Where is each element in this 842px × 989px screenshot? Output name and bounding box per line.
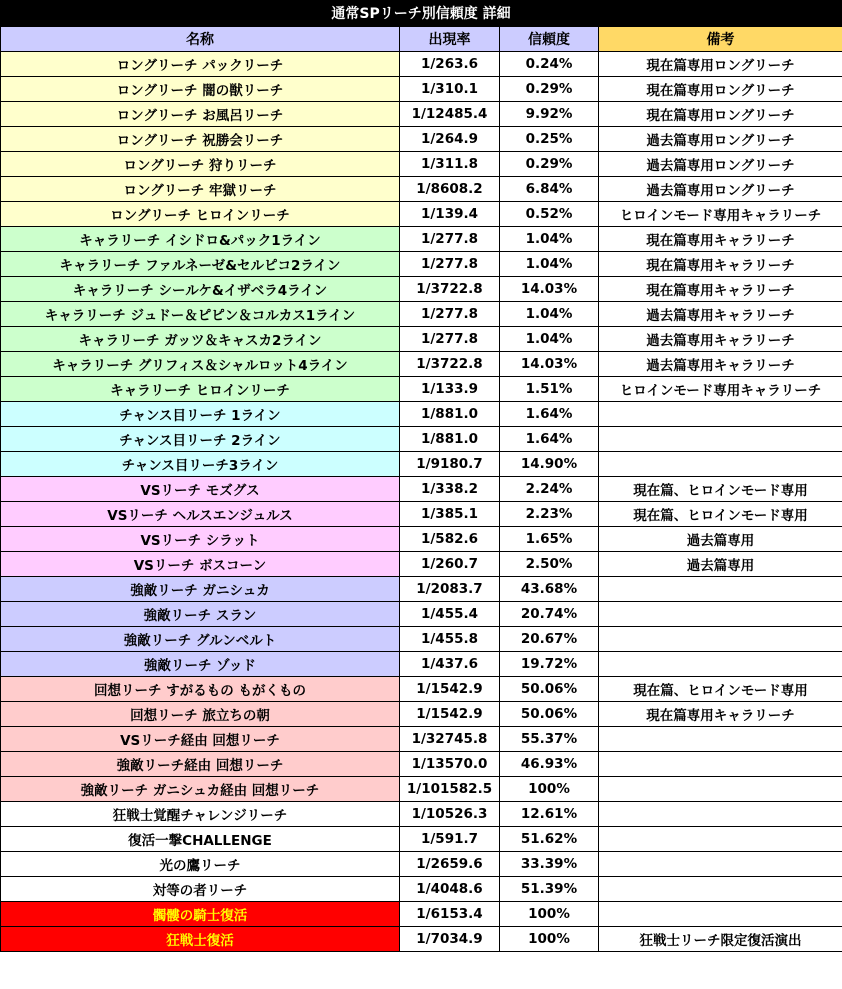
row-note: 過去篇専用ロングリーチ bbox=[599, 152, 842, 177]
row-rate: 1/385.1 bbox=[400, 502, 500, 527]
row-trust: 0.25% bbox=[500, 127, 599, 152]
table-row bbox=[1, 902, 842, 927]
row-trust: 1.65% bbox=[500, 527, 599, 552]
table-row bbox=[1, 627, 842, 652]
row-rate: 1/310.1 bbox=[400, 77, 500, 102]
row-name: キャラリーチ ガッツ＆キャスカ2ライン bbox=[1, 327, 400, 352]
reliability-table bbox=[0, 26, 842, 952]
row-rate: 1/32745.8 bbox=[400, 727, 500, 752]
row-name: 強敵リーチ ガニシュカ経由 回想リーチ bbox=[1, 777, 400, 802]
sheet-title: 通常SPリーチ別信頼度 詳細 bbox=[0, 0, 842, 26]
row-name: キャラリーチ グリフィス＆シャルロット4ライン bbox=[1, 352, 400, 377]
header-name: 名称 bbox=[1, 27, 400, 52]
row-name: 強敵リーチ スラン bbox=[1, 602, 400, 627]
table-row bbox=[1, 277, 842, 302]
row-rate: 1/455.8 bbox=[400, 627, 500, 652]
row-rate: 1/6153.4 bbox=[400, 902, 500, 927]
row-trust: 1.04% bbox=[500, 327, 599, 352]
table-row bbox=[1, 852, 842, 877]
header-trust: 信頼度 bbox=[500, 27, 599, 52]
table-row bbox=[1, 177, 842, 202]
row-trust: 19.72% bbox=[500, 652, 599, 677]
row-rate: 1/7034.9 bbox=[400, 927, 500, 952]
row-note: 過去篇専用キャラリーチ bbox=[599, 327, 842, 352]
row-rate: 1/2083.7 bbox=[400, 577, 500, 602]
row-note bbox=[599, 627, 842, 652]
row-trust: 0.24% bbox=[500, 52, 599, 77]
row-trust: 20.74% bbox=[500, 602, 599, 627]
row-trust: 50.06% bbox=[500, 677, 599, 702]
row-trust: 1.51% bbox=[500, 377, 599, 402]
row-rate: 1/455.4 bbox=[400, 602, 500, 627]
row-name: キャラリーチ ヒロインリーチ bbox=[1, 377, 400, 402]
row-note bbox=[599, 427, 842, 452]
row-note: 現在篇専用キャラリーチ bbox=[599, 227, 842, 252]
row-note bbox=[599, 602, 842, 627]
row-rate: 1/3722.8 bbox=[400, 352, 500, 377]
table-row bbox=[1, 302, 842, 327]
row-trust: 100% bbox=[500, 777, 599, 802]
row-trust: 20.67% bbox=[500, 627, 599, 652]
row-trust: 1.64% bbox=[500, 402, 599, 427]
row-name: キャラリーチ ファルネーゼ&セルピコ2ライン bbox=[1, 252, 400, 277]
row-note bbox=[599, 652, 842, 677]
table-row bbox=[1, 702, 842, 727]
table-row bbox=[1, 377, 842, 402]
row-trust: 0.29% bbox=[500, 77, 599, 102]
row-trust: 2.50% bbox=[500, 552, 599, 577]
row-rate: 1/139.4 bbox=[400, 202, 500, 227]
row-note bbox=[599, 902, 842, 927]
row-name: チャンス目リーチ 1ライン bbox=[1, 402, 400, 427]
row-rate: 1/311.8 bbox=[400, 152, 500, 177]
row-name: ロングリーチ 闇の獣リーチ bbox=[1, 77, 400, 102]
row-name: チャンス目リーチ3ライン bbox=[1, 452, 400, 477]
row-note bbox=[599, 727, 842, 752]
header-rate: 出現率 bbox=[400, 27, 500, 52]
row-rate: 1/260.7 bbox=[400, 552, 500, 577]
row-trust: 100% bbox=[500, 902, 599, 927]
row-note bbox=[599, 802, 842, 827]
row-name: VSリーチ経由 回想リーチ bbox=[1, 727, 400, 752]
row-trust: 0.52% bbox=[500, 202, 599, 227]
row-rate: 1/277.8 bbox=[400, 302, 500, 327]
row-rate: 1/277.8 bbox=[400, 327, 500, 352]
row-note: 過去篇専用 bbox=[599, 552, 842, 577]
row-name: チャンス目リーチ 2ライン bbox=[1, 427, 400, 452]
row-trust: 14.03% bbox=[500, 352, 599, 377]
row-rate: 1/582.6 bbox=[400, 527, 500, 552]
table-row bbox=[1, 677, 842, 702]
row-name: 強敵リーチ ゾッド bbox=[1, 652, 400, 677]
row-rate: 1/881.0 bbox=[400, 402, 500, 427]
row-name: 対等の者リーチ bbox=[1, 877, 400, 902]
table-row bbox=[1, 502, 842, 527]
row-trust: 0.29% bbox=[500, 152, 599, 177]
table-body bbox=[1, 52, 842, 952]
row-trust: 55.37% bbox=[500, 727, 599, 752]
row-rate: 1/264.9 bbox=[400, 127, 500, 152]
row-trust: 12.61% bbox=[500, 802, 599, 827]
table-row bbox=[1, 877, 842, 902]
row-rate: 1/101582.5 bbox=[400, 777, 500, 802]
row-note bbox=[599, 852, 842, 877]
table-row bbox=[1, 352, 842, 377]
row-note bbox=[599, 402, 842, 427]
row-name: 髑髏の騎士復活 bbox=[1, 902, 400, 927]
row-trust: 43.68% bbox=[500, 577, 599, 602]
table-row bbox=[1, 127, 842, 152]
row-name: 光の鷹リーチ bbox=[1, 852, 400, 877]
row-name: 強敵リーチ経由 回想リーチ bbox=[1, 752, 400, 777]
header-row bbox=[1, 27, 842, 52]
row-rate: 1/10526.3 bbox=[400, 802, 500, 827]
row-note: 過去篇専用キャラリーチ bbox=[599, 302, 842, 327]
table-row bbox=[1, 927, 842, 952]
row-name: ロングリーチ パックリーチ bbox=[1, 52, 400, 77]
row-note: 現在篇専用ロングリーチ bbox=[599, 102, 842, 127]
row-note: 狂戦士リーチ限定復活演出 bbox=[599, 927, 842, 952]
table-row bbox=[1, 727, 842, 752]
row-name: ロングリーチ 狩りリーチ bbox=[1, 152, 400, 177]
row-note: 現在篇、ヒロインモード専用 bbox=[599, 477, 842, 502]
table-row bbox=[1, 402, 842, 427]
row-name: 狂戦士復活 bbox=[1, 927, 400, 952]
table-row bbox=[1, 477, 842, 502]
row-rate: 1/9180.7 bbox=[400, 452, 500, 477]
row-note: 現在篇、ヒロインモード専用 bbox=[599, 677, 842, 702]
row-note bbox=[599, 752, 842, 777]
table-row bbox=[1, 652, 842, 677]
row-note bbox=[599, 827, 842, 852]
row-rate: 1/13570.0 bbox=[400, 752, 500, 777]
row-trust: 2.24% bbox=[500, 477, 599, 502]
row-rate: 1/881.0 bbox=[400, 427, 500, 452]
row-name: 回想リーチ すがるもの もがくもの bbox=[1, 677, 400, 702]
row-name: VSリーチ ヘルスエンジュルス bbox=[1, 502, 400, 527]
table-row bbox=[1, 152, 842, 177]
row-rate: 1/437.6 bbox=[400, 652, 500, 677]
table-row bbox=[1, 602, 842, 627]
row-trust: 1.64% bbox=[500, 427, 599, 452]
row-note: 現在篇専用ロングリーチ bbox=[599, 77, 842, 102]
row-note: 現在篇専用ロングリーチ bbox=[599, 52, 842, 77]
row-name: ロングリーチ 祝勝会リーチ bbox=[1, 127, 400, 152]
row-trust: 100% bbox=[500, 927, 599, 952]
row-trust: 33.39% bbox=[500, 852, 599, 877]
table-row bbox=[1, 452, 842, 477]
table-row bbox=[1, 552, 842, 577]
row-name: ロングリーチ 牢獄リーチ bbox=[1, 177, 400, 202]
row-trust: 14.03% bbox=[500, 277, 599, 302]
row-trust: 51.39% bbox=[500, 877, 599, 902]
row-rate: 1/8608.2 bbox=[400, 177, 500, 202]
row-rate: 1/1542.9 bbox=[400, 677, 500, 702]
row-trust: 1.04% bbox=[500, 252, 599, 277]
table-row bbox=[1, 202, 842, 227]
row-note: ヒロインモード専用キャラリーチ bbox=[599, 202, 842, 227]
row-name: VSリーチ シラット bbox=[1, 527, 400, 552]
row-note bbox=[599, 777, 842, 802]
row-trust: 14.90% bbox=[500, 452, 599, 477]
row-name: VSリーチ モズグス bbox=[1, 477, 400, 502]
row-note bbox=[599, 452, 842, 477]
table-row bbox=[1, 102, 842, 127]
row-trust: 46.93% bbox=[500, 752, 599, 777]
table-row bbox=[1, 252, 842, 277]
row-rate: 1/1542.9 bbox=[400, 702, 500, 727]
table-row bbox=[1, 777, 842, 802]
row-trust: 6.84% bbox=[500, 177, 599, 202]
row-rate: 1/2659.6 bbox=[400, 852, 500, 877]
row-rate: 1/591.7 bbox=[400, 827, 500, 852]
row-name: 狂戦士覚醒チャレンジリーチ bbox=[1, 802, 400, 827]
row-trust: 9.92% bbox=[500, 102, 599, 127]
row-name: 回想リーチ 旅立ちの朝 bbox=[1, 702, 400, 727]
table-row bbox=[1, 77, 842, 102]
table-row bbox=[1, 527, 842, 552]
row-trust: 51.62% bbox=[500, 827, 599, 852]
row-rate: 1/133.9 bbox=[400, 377, 500, 402]
row-note: 過去篇専用ロングリーチ bbox=[599, 177, 842, 202]
row-note bbox=[599, 877, 842, 902]
row-note: 過去篇専用ロングリーチ bbox=[599, 127, 842, 152]
table-row bbox=[1, 802, 842, 827]
row-name: 強敵リーチ ガニシュカ bbox=[1, 577, 400, 602]
table-row bbox=[1, 577, 842, 602]
table-row bbox=[1, 427, 842, 452]
table-row bbox=[1, 827, 842, 852]
row-rate: 1/3722.8 bbox=[400, 277, 500, 302]
table-row bbox=[1, 752, 842, 777]
row-note bbox=[599, 577, 842, 602]
row-rate: 1/338.2 bbox=[400, 477, 500, 502]
row-trust: 1.04% bbox=[500, 227, 599, 252]
row-note: 現在篇専用キャラリーチ bbox=[599, 702, 842, 727]
row-rate: 1/12485.4 bbox=[400, 102, 500, 127]
row-name: ロングリーチ ヒロインリーチ bbox=[1, 202, 400, 227]
row-rate: 1/277.8 bbox=[400, 252, 500, 277]
row-name: VSリーチ ボスコーン bbox=[1, 552, 400, 577]
row-name: キャラリーチ シールケ&イザベラ4ライン bbox=[1, 277, 400, 302]
row-note: 過去篇専用キャラリーチ bbox=[599, 352, 842, 377]
row-trust: 50.06% bbox=[500, 702, 599, 727]
row-note: ヒロインモード専用キャラリーチ bbox=[599, 377, 842, 402]
row-name: キャラリーチ イシドロ&パック1ライン bbox=[1, 227, 400, 252]
row-name: 強敵リーチ グルンベルト bbox=[1, 627, 400, 652]
table-row bbox=[1, 227, 842, 252]
row-name: キャラリーチ ジュドー＆ピピン＆コルカス1ライン bbox=[1, 302, 400, 327]
table-row bbox=[1, 52, 842, 77]
table-row bbox=[1, 327, 842, 352]
row-note: 現在篇、ヒロインモード専用 bbox=[599, 502, 842, 527]
header-note: 備考 bbox=[599, 27, 842, 52]
row-rate: 1/263.6 bbox=[400, 52, 500, 77]
row-trust: 2.23% bbox=[500, 502, 599, 527]
row-note: 現在篇専用キャラリーチ bbox=[599, 277, 842, 302]
row-trust: 1.04% bbox=[500, 302, 599, 327]
row-rate: 1/277.8 bbox=[400, 227, 500, 252]
row-rate: 1/4048.6 bbox=[400, 877, 500, 902]
row-name: ロングリーチ お風呂リーチ bbox=[1, 102, 400, 127]
row-note: 過去篇専用 bbox=[599, 527, 842, 552]
row-name: 復活一撃CHALLENGE bbox=[1, 827, 400, 852]
row-note: 現在篇専用キャラリーチ bbox=[599, 252, 842, 277]
